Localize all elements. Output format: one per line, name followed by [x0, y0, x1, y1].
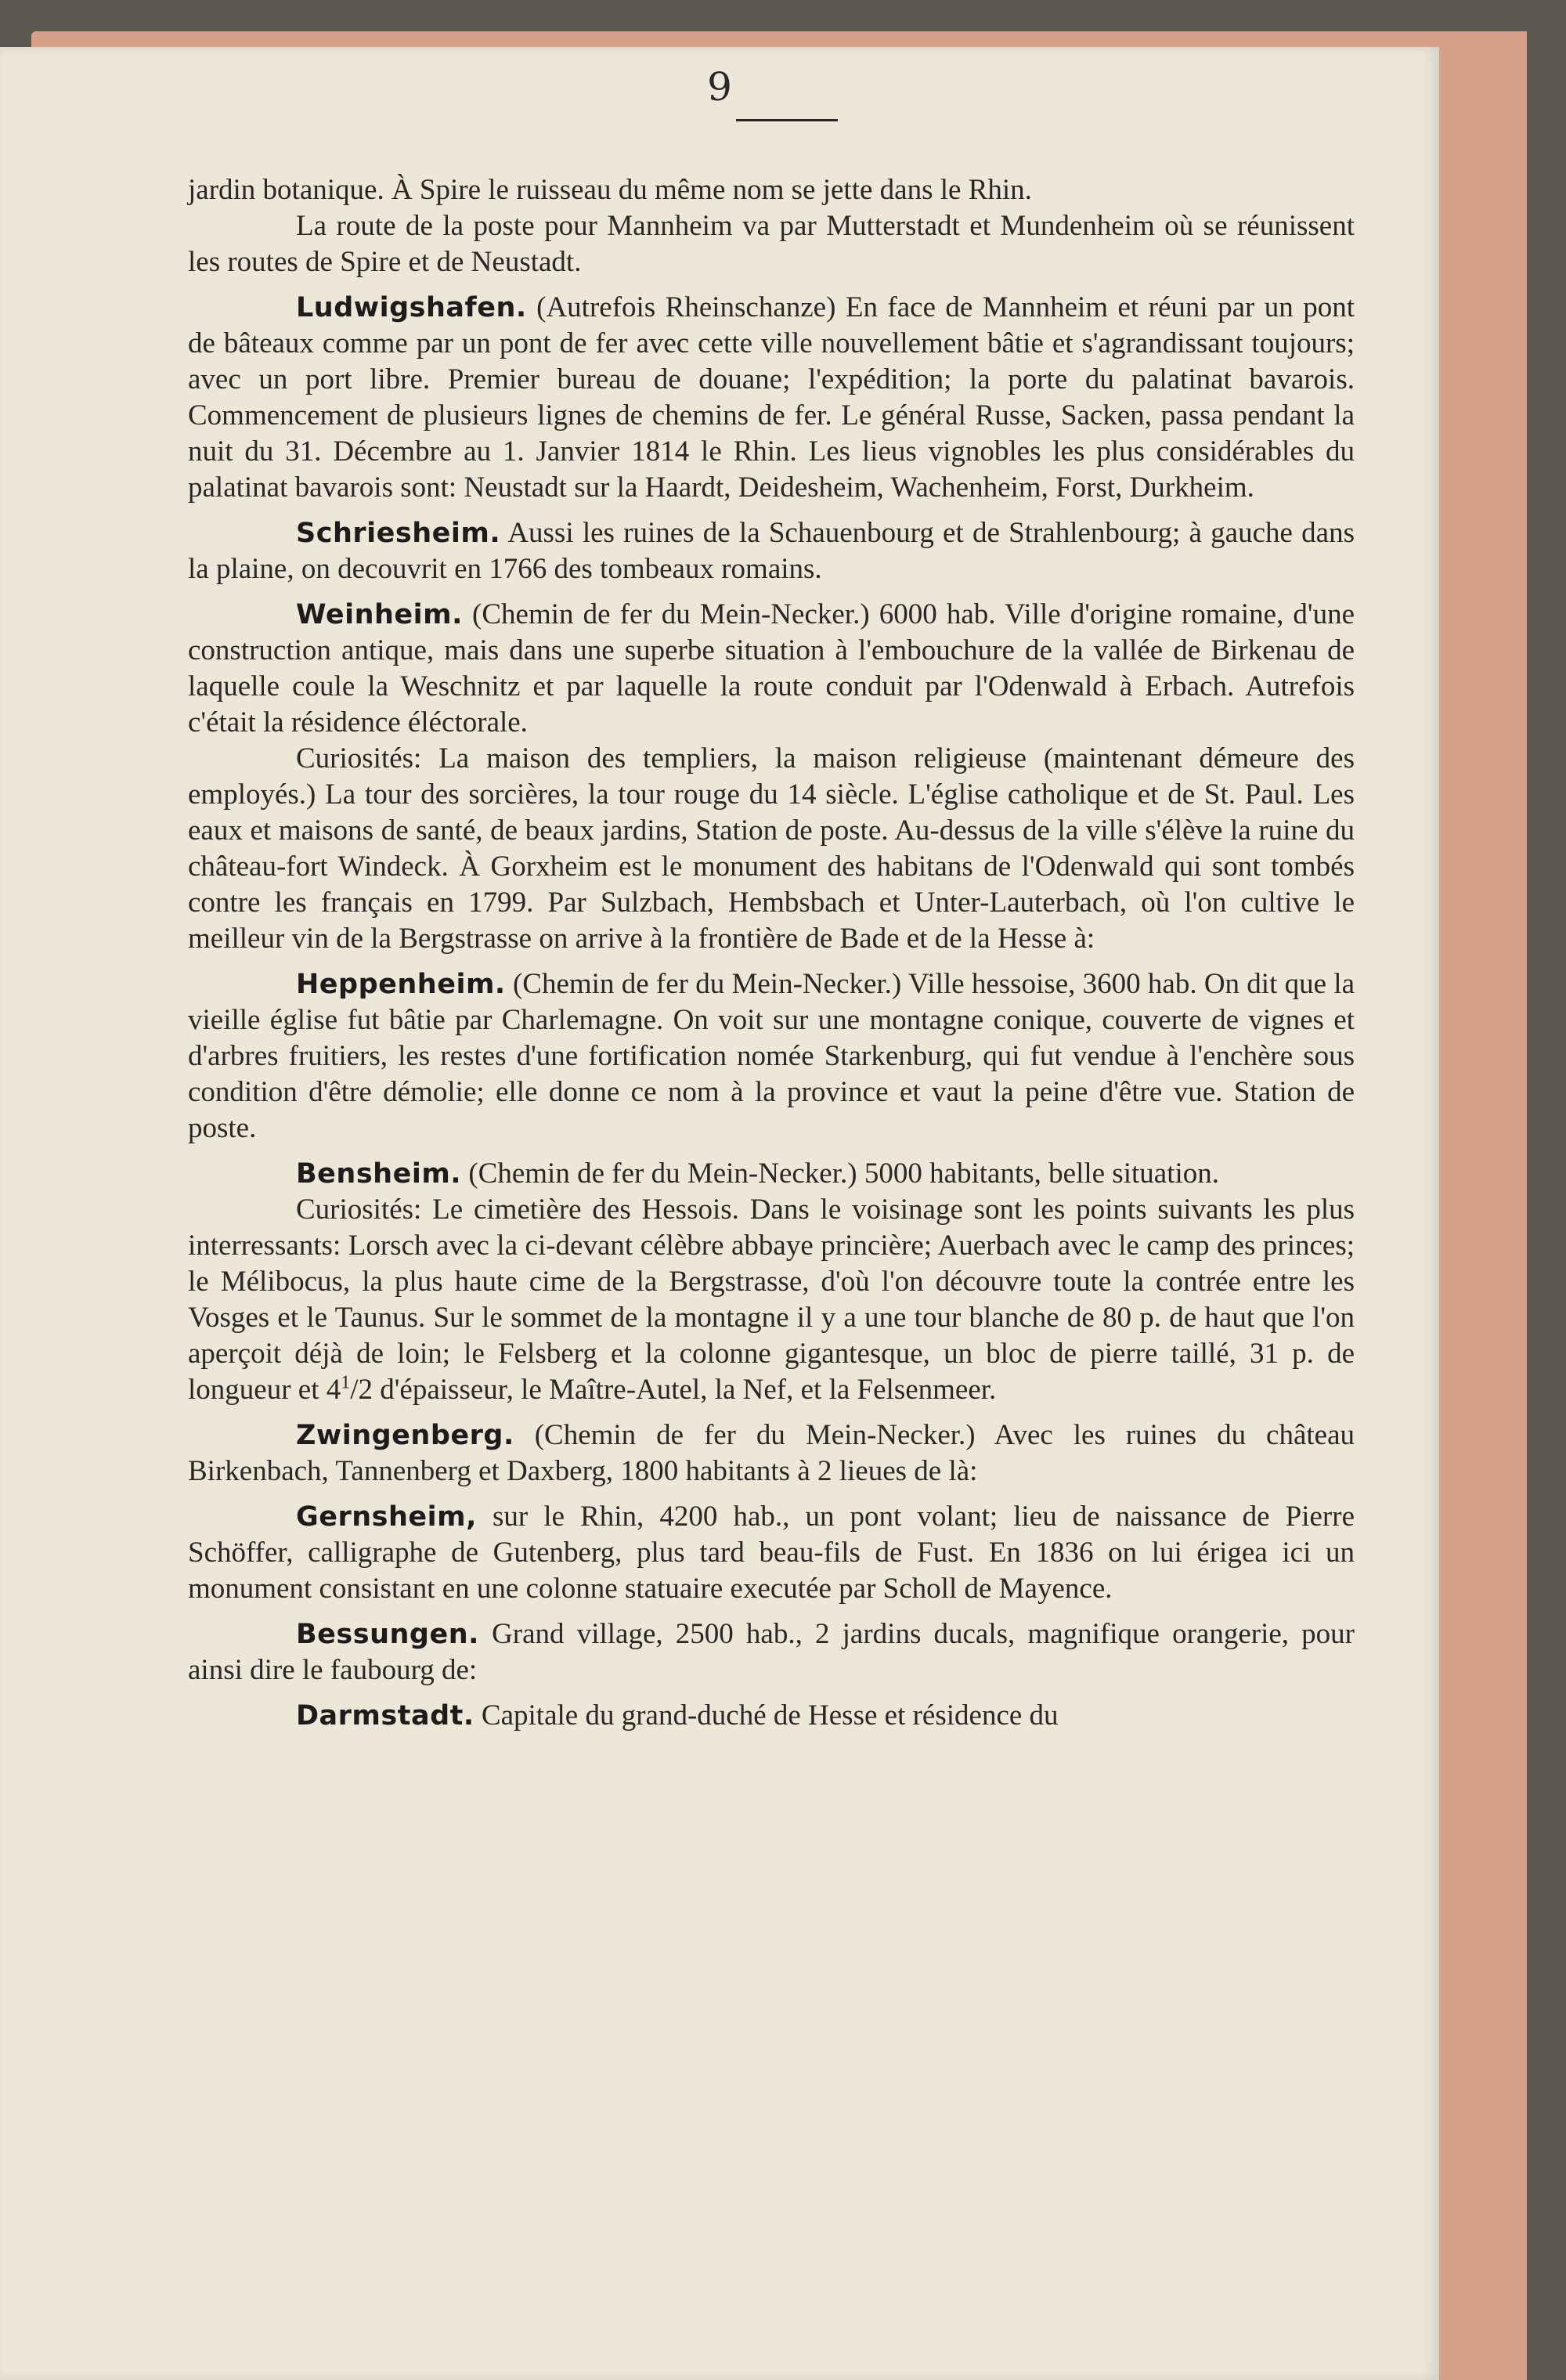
place-name-darmstadt: Darmstadt.	[296, 1700, 474, 1732]
entry-text-ludwigshafen: (Autrefois Rheinschanze) En face de Mannheim et réuni par un pont de bâteaux comme par un pont de fer avec cette ville nouvellement bâtie et s'agrandissant toujours; avec un port libre. Premier bureau de douane; l'expédition; la porte du palatinat bavarois. Commencement de plusieurs lignes de chemins de fer. Le général Russe, Sacken, passa pendant la nuit du 31. Décembre au 1. Janvier 1814 le Rhin. Les lieus vignobles les plus considérables du palatinat bavarois sont: Neustadt sur la Haardt, Deidesheim, Wachenheim, Forst, Durkheim.	[188, 291, 1355, 504]
entry-ludwigshafen	[188, 290, 1355, 506]
fraction-denominator: /2	[350, 1374, 373, 1406]
place-name-bessungen: Bessungen.	[296, 1619, 479, 1650]
entry-text-heppenheim: (Chemin de fer du Mein-Necker.) Ville hessoise, 3600 hab. On dit que la vieille église fut bâtie par Charlemagne. On voit sur une montagne conique, couverte de vignes et d'arbres fruitiers, les restes d'une fortification nomée Starkenburg, qui fut vendue à l'enchère sous condition d'être démolie; elle donne ce nom à la province et vaut la peine d'être vue. Station de poste.	[188, 968, 1355, 1144]
curiosites-bensheim-part1: Curiosités: Le cimetière des Hessois. Dans le voisinage sont les points suivants les plus interressants: Lorsch avec la ci-devant célèbre abbaye princière; Auerbach avec le camp des princes; le Mélibocus, la plus haute cime de la Bergstrasse, d'où l'on découvre toute la contrée entre les Vosges et le Taunus. Sur le sommet de la montagne il y a une tour blanche de 80 p. de haut que l'on aperçoit déjà de loin; le Felsberg et la colonne gigantesque, un bloc de pierre taillé, 31 p. de longueur et 4	[188, 1194, 1355, 1406]
entry-text-weinheim: (Chemin de fer du Mein-Necker.) 6000 hab. Ville d'origine romaine, d'une construction antique, mais dans une superbe situation à l'embouchure de la vallée de Birkenau de laquelle coule la Weschnitz et par laquelle la route conduit par l'Odenwald à Erbach. Autrefois c'était la résidence éléctorale.	[188, 598, 1355, 739]
entry-text-gernsheim: sur le Rhin, 4200 hab., un pont volant; lieu de naissance de Pierre Schöffer, calligraphe de Gutenberg, plus tard beau-fils de Fust. En 1836 on lui érigea ici un monument consistant en une colonne statuaire executée par Scholl de Mayence.	[188, 1501, 1355, 1605]
place-name-schriesheim: Schriesheim.	[296, 518, 501, 549]
curiosites-weinheim: Curiosités: La maison des templiers, la maison religieuse (maintenant démeure des employés.) La tour des sorcières, la tour rouge du 14 siècle. L'église catholique et de St. Paul. Les eaux et maisons de santé, de beaux jardins, Station de poste. Au-dessus de la ville s'élève la ruine du château-fort Windeck. À Gorxheim est le monument des habitans de l'Odenwald qui sont tombés contre les français en 1799. Par Sulzbach, Hembsbach et Unter-Lauterbach, où l'on cultive le meilleur vin de la Bergstrasse on arrive à la frontière de Bade et de la Hesse à:	[188, 742, 1355, 955]
page-text	[188, 172, 1355, 1734]
place-name-bensheim: Bensheim.	[296, 1158, 462, 1190]
entry-bessungen	[188, 1616, 1355, 1688]
curiosites-bensheim	[188, 1192, 1355, 1408]
book-page	[0, 47, 1439, 2380]
entry-text-bensheim: (Chemin de fer du Mein-Necker.) 5000 habitants, belle situation.	[468, 1157, 1220, 1190]
paragraph-route: La route de la poste pour Mannheim va par Mutterstadt et Mundenheim où se réunissent les routes de Spire et de Neustadt.	[188, 210, 1355, 278]
entry-text-schriesheim: Aussi les ruines de la Schauenbourg et de Strahlenbourg; à gauche dans la plaine, on decouvrit en 1766 des tombeaux romains.	[188, 517, 1355, 585]
place-name-weinheim: Weinheim.	[296, 599, 463, 630]
place-name-gernsheim: Gernsheim,	[296, 1501, 477, 1533]
entry-weinheim	[188, 597, 1355, 741]
place-name-ludwigshafen: Ludwigshafen.	[296, 292, 527, 323]
paragraph-continuation: jardin botanique. À Spire le ruisseau du même nom se jette dans le Rhin.	[188, 174, 1032, 206]
entry-text-bessungen: Grand village, 2500 hab., 2 jardins ducals, magnifique orangerie, pour ainsi dire le faubourg de:	[188, 1618, 1355, 1686]
entry-text-darmstadt: Capitale du grand-duché de Hesse et résidence du	[481, 1699, 1059, 1732]
entry-zwingenberg	[188, 1418, 1355, 1490]
entry-text-zwingenberg: (Chemin de fer du Mein-Necker.) Avec les ruines du château Birkenbach, Tannenberg et Daxberg, 1800 habitants à 2 lieues de là:	[188, 1419, 1355, 1487]
entry-gernsheim	[188, 1499, 1355, 1607]
entry-darmstadt	[188, 1698, 1355, 1734]
entry-bensheim	[188, 1156, 1355, 1192]
place-name-zwingenberg: Zwingenberg.	[296, 1420, 514, 1451]
fraction-numerator: 1	[341, 1372, 351, 1393]
place-name-heppenheim: Heppenheim.	[296, 969, 506, 1000]
entry-heppenheim	[188, 966, 1355, 1147]
page-number: 9	[707, 64, 732, 110]
page-number-rule	[736, 119, 838, 121]
entry-schriesheim	[188, 515, 1355, 587]
curiosites-bensheim-part2: d'épaisseur, le Maître-Autel, la Nef, et la Felsenmeer.	[373, 1374, 997, 1406]
